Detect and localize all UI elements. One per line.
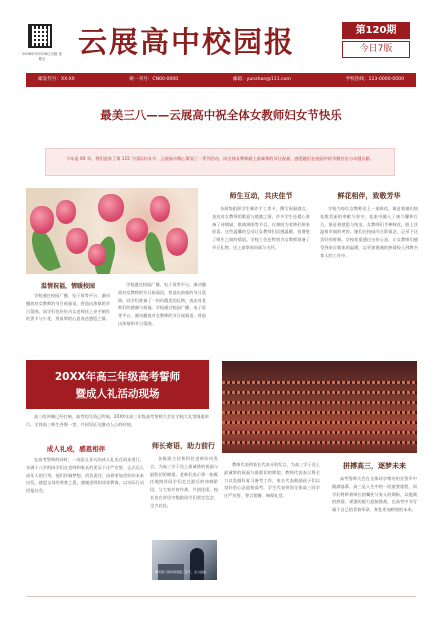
postal-code: 邮发代号：XX-XX — [38, 77, 75, 82]
subhead-coming-of-age: 成人礼成，感恩相伴 — [46, 445, 106, 453]
tulips-photo — [26, 188, 198, 274]
flowers-text: 学校为每位女教师送上一束鲜花，寓意着她们如花般美丽的奉献与坚守。花束中融入了康乃馨和百合，象征着感恩与纯洁。女教师们手捧鲜花，脸上洋溢着幸福的笑容。她们在校园内合影留念，记录下这美好的时刻。学校希望通过这份心意，让女教师们感受到来自集体的温暖，以更加饱满的热情投入到教书育人的工作中。 — [320, 206, 418, 258]
school-hotline: 学校热线：123-0000-0000 — [345, 77, 404, 82]
coming-of-age-text: 在高考誓师的同时，一场意义非凡的成人礼也在同步进行。年满十八岁的同学们在老师和家长的见证下庄严宣誓，正式迈入成年人的行列。他们怀揣梦想，肩负责任，向着更加美好的未来出发。感恩父母的养育之恩，感谢老师的谆谆教诲，以实际行动回报社会。 — [26, 457, 144, 494]
caption-head-blessing: 温情祝福，情暖校园 — [40, 283, 95, 290]
subhead-future: 拼搏高三，逐梦未来 — [343, 462, 406, 470]
future-text: 高考誓师大会在全体同学嘹亮的宣誓声中圆满落幕。高三是人生中的一段重要旅程，同学们将带着师长的嘱托与家人的期盼，以饱满的热情、顽强的毅力迎接挑战，在高考中书写属于自己的青春华章，奔赴更加辉煌的未来。 — [332, 476, 417, 513]
section-intro: 高三的冲刺已经打响，高考的号角已吹响。20XX年高三年级高考誓师大会在学校大礼堂隆重举行，全体高三师生齐聚一堂，共同见证这激动人心的时刻。 — [26, 414, 209, 427]
interaction-text: 各班级组织学生制作手工贺卡，撰写祝福感言，表达对女教师的敬意与感激之情。许多学生还精心准备了诗朗诵、歌曲演唱等节目，在课间为老师们带来惊喜。这些温馨的互动让女教师们倍感温暖，也增进了师生之间的情谊。学校工会还特别为女教师准备了节日礼物，送上真挚的问候与关怀。 — [212, 206, 310, 250]
qr-code-icon — [28, 24, 52, 48]
banner-line-1: 20XX年高三年级高考誓师 — [54, 371, 181, 383]
info-bar — [26, 73, 416, 87]
assembly-hall-photo — [222, 361, 417, 453]
email-address: 邮箱：yunzhan@111.com — [232, 77, 291, 82]
speaker-photo — [152, 540, 217, 580]
issue-badge: 第120期 — [342, 22, 410, 39]
subhead-interaction: 师生互动，共庆佳节 — [229, 192, 293, 200]
speaker-photo-caption: 教育部门领导寄语高三学子，全力备战 — [155, 570, 207, 574]
teacher-words-text: 各班班主任和科任老师纷纷发言，为高三学子送上最诚挚的祝福与最殷切的期望。老师们表示将一如既往地陪伴同学们走过最后的冲刺阶段，与大家并肩作战、共创佳绩。校长也在讲话中勉励同学们坚定信念、全力以赴。 — [150, 456, 218, 508]
section-banner — [26, 360, 209, 409]
banner-line-2: 暨成人礼活动现场 — [75, 388, 160, 400]
newspaper-title: 云展高中校园报 — [78, 25, 296, 59]
edition-badge: 今日7版 — [342, 41, 410, 58]
masthead — [0, 0, 441, 72]
publish-date: 2008年03月08日出版 星期五 — [22, 52, 62, 61]
subhead-flowers: 鲜花相伴，致敬芳华 — [337, 192, 401, 200]
broadcast-text: 学校通过校园广播、电子屏等平台，滚动播放对女教师的节日祝福语，营造出浓郁的节日氛围。同学们准备了一份份精美的礼物，表达对老师们的感谢与祝福。学校通过校园广播、电子屏等平台，滚动播放对女教师的节日祝福语，营造出浓郁的节日氛围。 — [118, 282, 206, 326]
footer-divider — [26, 596, 416, 597]
subhead-teacher-words: 师长寄语，助力前行 — [152, 442, 215, 450]
unified-number: 统一刊号：CN00-0000 — [129, 77, 179, 82]
representatives-text: 教师代表和家长代表分别发言，为高三学子送上最诚挚的祝福与最殷切的期望。教师代表表示将全力以赴做好复习备考工作，家长代表鼓励孩子们以良好的心态迎接高考。学生代表带领全体高三同学庄严宣誓，誓言铿锵，响彻礼堂。 — [224, 462, 320, 499]
blessing-text: 学校通过校园广播、电子屏等平台，滚动播放对女教师的节日祝福语，营造出浓郁的节日氛围。同学们也纷纷为女老师送上亲手制作的贺卡与小花，用真挚的心意表达感恩之情。 — [26, 293, 110, 322]
main-headline: 最美三八——云展高中祝全体女教师妇女节快乐 — [100, 108, 342, 122]
lead-summary: 今年是 XX 年，我们迎来了第 115 个国际妇女节，云展高中精心策划了一系列活动，向全体女教师献上最诚挚的节日祝福，感恩她们在校园中的辛勤付出与卓越贡献。 — [45, 148, 395, 176]
